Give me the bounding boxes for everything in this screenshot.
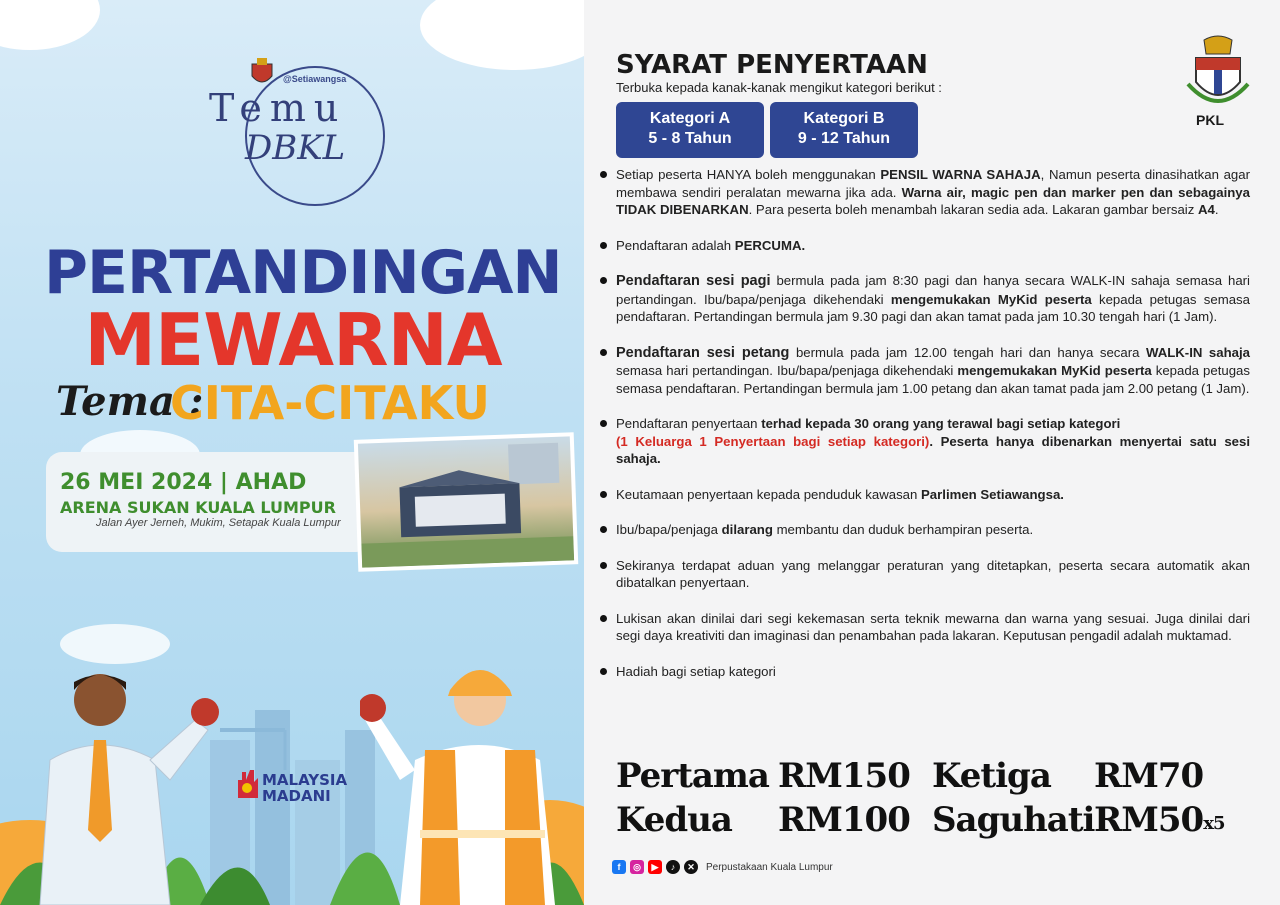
rule-bold: Warna air, magic pen dan marker pen dan sebagainya TIDAK DIBENARKAN (616, 184, 1250, 217)
rule-text: Setiap peserta HANYA boleh menggunakan (616, 167, 881, 182)
rule-text: . Para peserta boleh menambah lakaran sedia ada. Lakaran gambar bersaiz (748, 202, 1198, 217)
brand-handle: @Setiawangsa (283, 74, 347, 84)
prize-third-label: Ketiga (932, 756, 1051, 796)
cloud-decoration (60, 624, 170, 664)
prize-first-label: Pertama (616, 756, 769, 796)
event-poster (0, 0, 584, 905)
social-bar (612, 860, 833, 874)
social-handle: Perpustakaan Kuala Lumpur (706, 861, 833, 873)
venue-photo (354, 432, 578, 572)
venue-address: Jalan Ayer Jerneh, Mukim, Setapak Kuala Lumpur (96, 517, 341, 529)
madani-line1: MALAYSIA (262, 771, 348, 789)
prize-second-value: RM100 (778, 800, 910, 840)
prize-third-value: RM70 (1094, 756, 1204, 796)
rule-text: membantu dan duduk berhampiran peserta. (772, 522, 1034, 537)
rule-text: Hadiah bagi setiap kategori (616, 663, 776, 679)
venue-building-image (358, 436, 574, 567)
madani-hand-icon (234, 768, 260, 802)
poster-title-line2: MEWARNA (84, 298, 502, 382)
theme-label: Tema : (56, 378, 204, 425)
brand-temu: Temu (209, 86, 347, 130)
rule-item (600, 166, 1250, 219)
rule-text: semasa hari pertandingan. Ibu/bapa/penjaga dikehendaki (616, 363, 958, 378)
rule-bold: PENSIL WARNA SAHAJA (880, 167, 1041, 182)
rule-text: . (1214, 202, 1219, 217)
rules-list (600, 166, 1250, 680)
rule-bold: mengemukakan MyKid peserta (957, 363, 1152, 378)
rule-item (600, 344, 1250, 398)
brand-dbkl: DBKL (245, 128, 346, 168)
rule-text: Sekiranya terdapat aduan yang melanggar peraturan yang ditetapkan, peserta secara automatik akan dibatalkan penyertaan. (616, 557, 1250, 590)
requirements-heading: SYARAT PENYERTAAN (616, 50, 928, 80)
worker-illustration (360, 650, 570, 905)
instagram-icon[interactable]: ◎ (630, 860, 644, 874)
rule-text: Pendaftaran adalah (616, 237, 735, 253)
prize-first-value: RM150 (778, 756, 910, 796)
theme-value: CITA-CITAKU (170, 376, 490, 430)
prize-consolation-value (1094, 800, 1224, 840)
rule-item (600, 415, 1250, 468)
event-date: 26 MEI 2024 | AHAD (60, 470, 307, 495)
rule-bold: . Peserta hanya dibenarkan menyertai satu sesi sahaja. (616, 433, 1250, 466)
x-icon[interactable]: ✕ (684, 860, 698, 874)
prize-consolation-amount: RM50 (1094, 800, 1204, 840)
rule-text: bermula pada jam 12.00 tengah hari dan hanya secara (789, 344, 1146, 360)
facebook-icon[interactable]: f (612, 860, 626, 874)
rule-bold: WALK-IN sahaja (1145, 344, 1250, 360)
pkl-label: PKL (1196, 112, 1224, 128)
rule-text: Lukisan akan dinilai dari segi kekemasan serta teknik mewarna dan warna yang sesuai. Juga dinilai dari segi daya kreativiti dan imaginasi dan penambahan pada lakaran. Keputusan pengadil adalah muktamad. (616, 610, 1250, 643)
rule-item (600, 486, 1250, 504)
cloud-decoration (0, 0, 100, 50)
category-b-age: 9 - 12 Tahun (797, 130, 891, 147)
rule-item (600, 663, 1250, 681)
rule-item (600, 557, 1250, 592)
man-illustration (20, 660, 220, 905)
tiktok-icon[interactable]: ♪ (666, 860, 680, 874)
category-a-name: Kategori A (649, 110, 731, 127)
rule-bold: Parlimen Setiawangsa. (921, 486, 1064, 502)
rule-text: , Namun peserta dinasihatkan agar membawa sendiri peralatan mewarna jika ada. (616, 167, 1250, 200)
category-b-badge (770, 102, 918, 158)
rule-text: bermula pada jam 8:30 pagi dan hanya secara WALK-IN sahaja semasa hari pertandingan. Ibu/bapa/penjaga dikehendaki (616, 273, 1250, 307)
rule-text: Pendaftaran penyertaan (616, 416, 762, 431)
youtube-icon[interactable]: ▶ (648, 860, 662, 874)
temu-dbkl-brand (205, 58, 395, 218)
rule-item (600, 610, 1250, 645)
rule-item (600, 521, 1250, 539)
category-a-badge (616, 102, 764, 158)
rule-item (600, 237, 1250, 255)
rule-text: kepada petugas semasa pendaftaran. Pertandingan bermula jam 1.00 petang dan akan tamat pada jam 2.00 petang (1 Jam). (616, 363, 1250, 396)
rule-bold: PERCUMA. (734, 237, 806, 253)
rule-text: kepada petugas semasa pendaftaran. Pertandingan bermula jam 9.30 pagi dan akan tamat pada jam 10.30 tengah hari (1 Jam). (616, 291, 1250, 324)
prize-consolation-multiplier: x5 (1203, 813, 1225, 834)
category-b-name: Kategori B (803, 110, 885, 127)
madani-line2: MADANI (262, 787, 331, 805)
rule-bold: A4 (1198, 202, 1215, 217)
malaysia-madani-logo (234, 768, 348, 807)
rule-bold: dilarang (721, 522, 773, 537)
category-a-age: 5 - 8 Tahun (648, 130, 732, 147)
cloud-decoration (420, 0, 584, 70)
rule-text: Ibu/bapa/penjaga (616, 522, 722, 537)
rule-bold: Pendaftaran sesi pagi (616, 273, 771, 289)
prize-consolation-label: Saguhati (932, 800, 1095, 840)
venue-name: ARENA SUKAN KUALA LUMPUR (60, 498, 336, 517)
pkl-crest-icon (1186, 34, 1250, 114)
requirements-subheading: Terbuka kepada kanak-kanak mengikut kategori berikut : (616, 80, 942, 95)
rule-bold: Pendaftaran sesi petang (616, 344, 790, 361)
prize-second-label: Kedua (616, 800, 732, 840)
rule-item (600, 272, 1250, 326)
rule-bold: terhad kepada 30 orang yang terawal bagi setiap kategori (761, 416, 1121, 431)
rule-highlight: (1 Keluarga 1 Penyertaan bagi setiap kategori) (616, 433, 930, 449)
poster-title-line1: PERTANDINGAN (44, 238, 562, 308)
rule-text: Keutamaan penyertaan kepada penduduk kawasan (616, 486, 922, 502)
rule-bold: mengemukakan MyKid peserta (890, 291, 1092, 307)
